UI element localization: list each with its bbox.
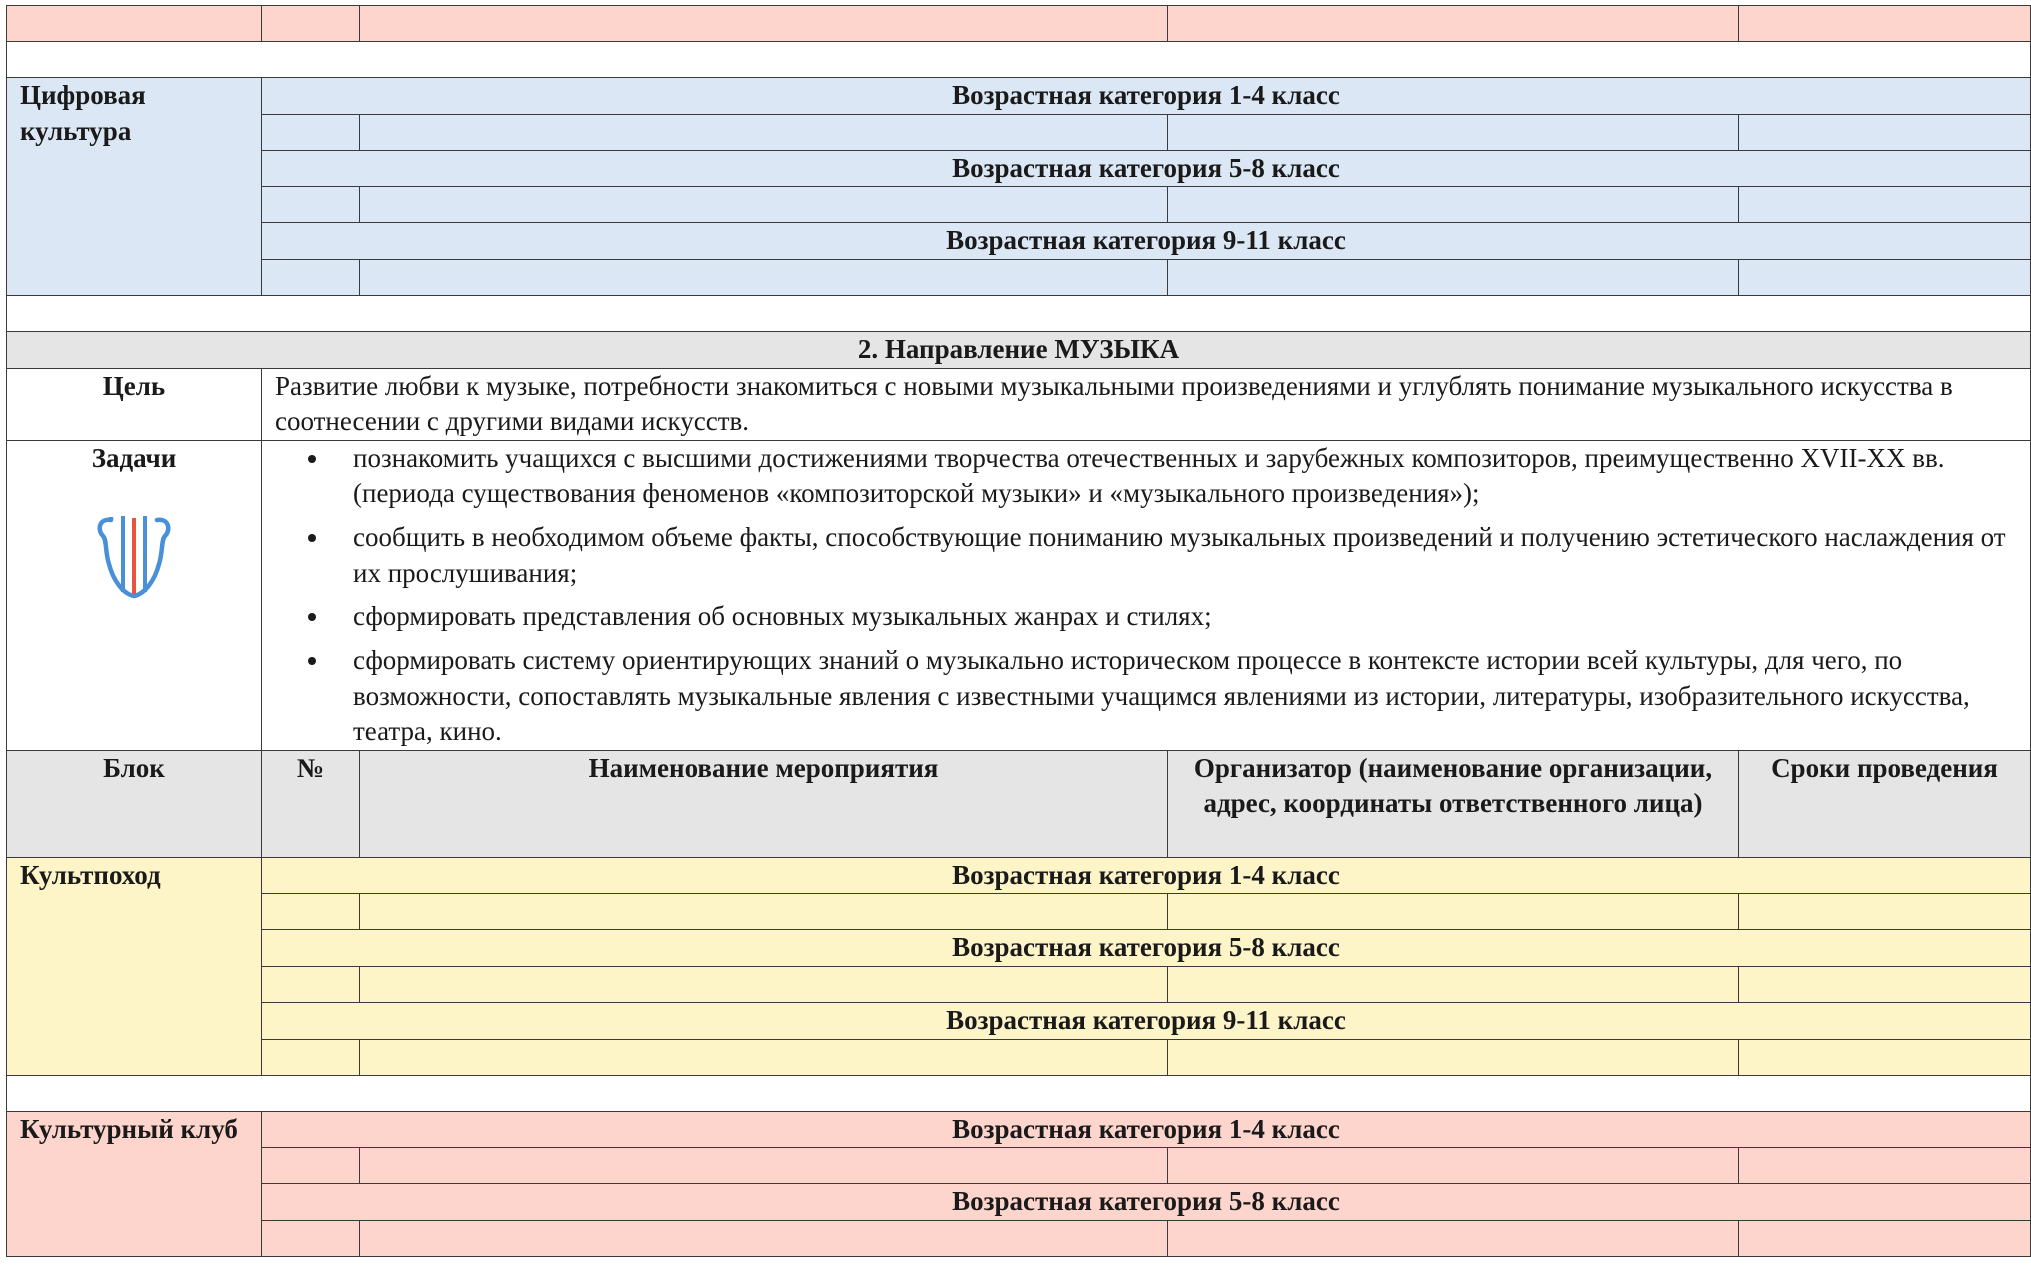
table-row bbox=[7, 223, 2031, 260]
spacer-row bbox=[7, 1075, 2031, 1111]
table-cell bbox=[360, 1148, 1168, 1184]
table-cell bbox=[360, 1039, 1168, 1075]
table-row bbox=[7, 1220, 2031, 1256]
lyre-icon bbox=[95, 512, 173, 602]
table-row bbox=[7, 1184, 2031, 1221]
table-cell bbox=[360, 187, 1168, 223]
table-cell bbox=[262, 967, 360, 1003]
age-category-heading: Возрастная категория 1-4 класс bbox=[262, 857, 2031, 894]
table-row bbox=[7, 967, 2031, 1003]
table-cell bbox=[1739, 894, 2031, 930]
table-cell bbox=[1168, 1220, 1739, 1256]
table-cell bbox=[1739, 1039, 2031, 1075]
table-cell bbox=[1168, 1148, 1739, 1184]
spacer-row bbox=[7, 295, 2031, 331]
table-row bbox=[7, 150, 2031, 187]
table-cell bbox=[1168, 967, 1739, 1003]
table-cell bbox=[262, 187, 360, 223]
table-cell bbox=[262, 1220, 360, 1256]
tasks-row bbox=[7, 440, 2031, 750]
section-title-row bbox=[7, 331, 2031, 368]
table-row bbox=[7, 187, 2031, 223]
table-cell bbox=[1739, 259, 2031, 295]
section-title: 2. Направление МУЗЫКА bbox=[7, 331, 2031, 368]
table-cell bbox=[1168, 259, 1739, 295]
tasks-cell bbox=[262, 440, 2031, 750]
list-item: сообщить в необходимом объеме факты, способствующие пониманию музыкальных произведений и получению эстетического наслаждения от их прослушивания; bbox=[353, 520, 2017, 591]
table-cell bbox=[1168, 894, 1739, 930]
block-label-club: Культурный клуб bbox=[7, 1111, 262, 1256]
goal-text: Развитие любви к музыке, потребности знакомиться с новыми музыкальными произведениями и углублять понимание музыкального искусства в соотнесении с другими видами искусств. bbox=[262, 368, 2031, 440]
column-header-event: Наименование мероприятия bbox=[360, 750, 1168, 857]
table-cell bbox=[1739, 187, 2031, 223]
list-item: сформировать систему ориентирующих знаний о музыкально историческом процессе в контексте истории всей культуры, для чего, по возможности, сопоставлять музыкальные явления с известными учащимся явлениями из истории, литературы, изобразительного искусства, театра, кино. bbox=[353, 643, 2017, 750]
table-cell bbox=[1739, 967, 2031, 1003]
table-cell bbox=[360, 6, 1168, 42]
table-cell bbox=[1168, 114, 1739, 150]
tasks-list bbox=[275, 441, 2017, 750]
table-cell bbox=[262, 259, 360, 295]
column-header-dates: Сроки проведения bbox=[1739, 750, 2031, 857]
block-label-digital: Цифровая культура bbox=[7, 78, 262, 296]
goal-row bbox=[7, 368, 2031, 440]
table-cell bbox=[360, 259, 1168, 295]
table-cell bbox=[360, 967, 1168, 1003]
table-row bbox=[7, 1003, 2031, 1040]
spacer-row bbox=[7, 42, 2031, 78]
column-header-number: № bbox=[262, 750, 360, 857]
table-row bbox=[7, 1111, 2031, 1148]
table-row bbox=[7, 857, 2031, 894]
table-cell bbox=[262, 6, 360, 42]
table-row bbox=[7, 930, 2031, 967]
table-cell bbox=[1168, 1039, 1739, 1075]
table-cell bbox=[360, 114, 1168, 150]
table-cell bbox=[1739, 6, 2031, 42]
table-cell bbox=[360, 894, 1168, 930]
age-category-heading: Возрастная категория 5-8 класс bbox=[262, 930, 2031, 967]
age-category-heading: Возрастная категория 1-4 класс bbox=[262, 78, 2031, 115]
table-row bbox=[7, 78, 2031, 115]
age-category-heading: Возрастная категория 9-11 класс bbox=[262, 223, 2031, 260]
tasks-label-cell bbox=[7, 440, 262, 750]
table-cell bbox=[262, 1148, 360, 1184]
table-cell bbox=[1739, 114, 2031, 150]
column-header-organizer: Организатор (наименование организации, адрес, координаты ответственного лица) bbox=[1168, 750, 1739, 857]
table-row bbox=[7, 1148, 2031, 1184]
table-cell bbox=[262, 114, 360, 150]
list-item: познакомить учащихся с высшими достижениями творчества отечественных и зарубежных композиторов, преимущественно XVII-XX вв. (периода существования феноменов «композиторской музыки» и «музыкального произведения»); bbox=[353, 441, 2017, 512]
age-category-heading: Возрастная категория 1-4 класс bbox=[262, 1111, 2031, 1148]
table-row bbox=[7, 114, 2031, 150]
block-label-trip: Культпоход bbox=[7, 857, 262, 1075]
table-cell bbox=[1168, 187, 1739, 223]
table-cell bbox=[360, 1220, 1168, 1256]
age-category-heading: Возрастная категория 5-8 класс bbox=[262, 1184, 2031, 1221]
age-category-heading: Возрастная категория 5-8 класс bbox=[262, 150, 2031, 187]
table-cell bbox=[7, 6, 262, 42]
table-cell bbox=[1739, 1148, 2031, 1184]
tasks-label: Задачи bbox=[91, 442, 177, 473]
age-category-heading: Возрастная категория 9-11 класс bbox=[262, 1003, 2031, 1040]
goal-label: Цель bbox=[7, 368, 262, 440]
list-item: сформировать представления об основных музыкальных жанрах и стилях; bbox=[353, 599, 2017, 635]
table-row bbox=[7, 6, 2031, 42]
column-header-block: Блок bbox=[7, 750, 262, 857]
table-cell bbox=[262, 894, 360, 930]
table-cell bbox=[1168, 6, 1739, 42]
table-cell bbox=[262, 1039, 360, 1075]
column-header-row bbox=[7, 750, 2031, 857]
program-table bbox=[6, 5, 2031, 1257]
table-row bbox=[7, 1039, 2031, 1075]
table-row bbox=[7, 894, 2031, 930]
table-row bbox=[7, 259, 2031, 295]
table-cell bbox=[1739, 1220, 2031, 1256]
